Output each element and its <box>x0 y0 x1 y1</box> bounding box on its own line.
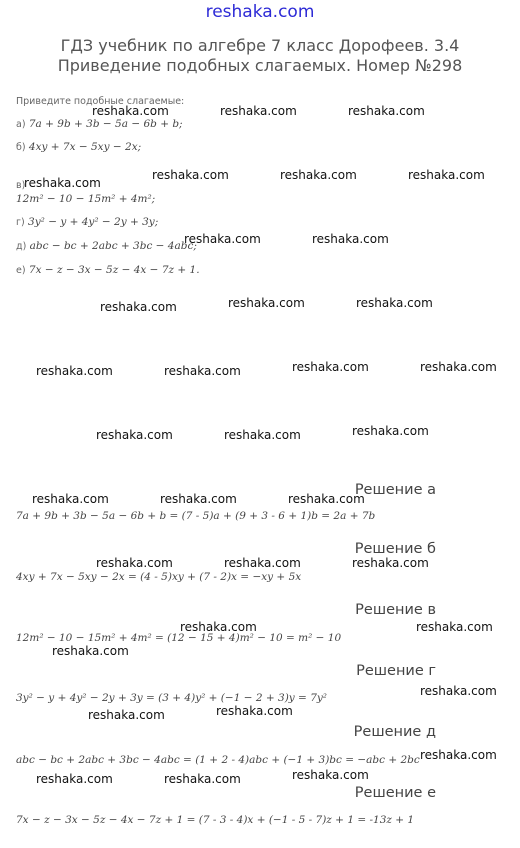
task-item-expr: 4xy + 7x − 5xy − 2x; <box>28 141 142 153</box>
solution-heading-d: Решение г <box>356 663 436 679</box>
watermark: reshaka.com <box>216 704 293 718</box>
watermark: reshaka.com <box>292 360 369 374</box>
solution-heading-b: Решение б <box>354 541 436 557</box>
solution-text-c <box>16 632 341 644</box>
watermark: reshaka.com <box>100 300 177 314</box>
task-item-label: г) <box>16 217 25 228</box>
solution-expr: abc − bc + 2abc + 3bc − 4abc = (1 + 2 - 4)abc + (−1 + 3)bc = −abc + 2bc <box>16 754 420 766</box>
solution-text-d <box>16 692 327 704</box>
task-item-expr: 7x − z − 3x − 5z − 4x − 7z + 1. <box>28 264 200 276</box>
task-item-expr: abc − bc + 2abc + 3bc − 4abc; <box>29 240 197 252</box>
watermark: reshaka.com <box>408 168 485 182</box>
watermark: reshaka.com <box>312 232 389 246</box>
page-title: ГДЗ учебник по алгебре 7 класс Дорофеев. 3.4 Приведение подобных слагаемых. Номер №298 <box>57 36 463 75</box>
watermark: reshaka.com <box>152 168 229 182</box>
task-item-label: б) <box>16 142 26 153</box>
watermark: reshaka.com <box>164 364 241 378</box>
watermark: reshaka.com <box>96 428 173 442</box>
watermark: reshaka.com <box>96 556 173 570</box>
task-item-f <box>16 264 200 276</box>
task-item-label: в) <box>16 180 26 191</box>
watermark: reshaka.com <box>88 708 165 722</box>
watermark: reshaka.com <box>420 684 497 698</box>
watermark: reshaka.com <box>420 360 497 374</box>
task-item-expr: 12m² − 10 − 15m² + 4m²; <box>16 193 156 205</box>
watermark: reshaka.com <box>356 296 433 310</box>
watermark: reshaka.com <box>36 772 113 786</box>
solution-heading-a: Решение а <box>354 482 436 498</box>
watermark: reshaka.com <box>292 768 369 782</box>
task-item-label: а) <box>16 119 26 130</box>
watermark: reshaka.com <box>228 296 305 310</box>
watermark: reshaka.com <box>348 104 425 118</box>
solution-text-f <box>16 814 414 826</box>
watermark: reshaka.com <box>420 748 497 762</box>
site-link[interactable]: reshaka.com <box>205 2 315 22</box>
watermark: reshaka.com <box>416 620 493 634</box>
watermark: reshaka.com <box>280 168 357 182</box>
solution-expr: 12m² − 10 − 15m² + 4m² = (12 − 15 + 4)m² − 10 = m² − 10 <box>16 632 342 644</box>
solution-expr: 7a + 9b + 3b − 5a − 6b + b = (7 - 5)a + (9 + 3 - 6 + 1)b = 2a + 7b <box>16 510 376 522</box>
watermark: reshaka.com <box>224 556 301 570</box>
solution-heading-c: Решение в <box>355 602 436 618</box>
task-item-e <box>16 240 197 252</box>
watermark: reshaka.com <box>160 492 237 506</box>
task-item-expr: 3y² − y + 4y² − 2y + 3y; <box>28 216 159 228</box>
solution-text-a <box>16 510 375 522</box>
watermark: reshaka.com <box>288 492 365 506</box>
task-intro: Приведите подобные слагаемые: <box>16 96 185 107</box>
watermark: reshaka.com <box>184 232 261 246</box>
task-item-label: е) <box>16 265 26 276</box>
watermark: reshaka.com <box>180 620 257 634</box>
task-item-d <box>16 216 158 228</box>
watermark: reshaka.com <box>24 176 101 190</box>
solution-text-e <box>16 754 420 766</box>
watermark: reshaka.com <box>352 556 429 570</box>
solution-expr: 7x − z − 3x − 5z − 4x − 7z + 1 = (7 - 3 - 4)x + (−1 - 5 - 7)z + 1 = -13z + 1 <box>16 814 415 826</box>
watermark: reshaka.com <box>164 772 241 786</box>
solution-expr: 3y² − y + 4y² − 2y + 3y = (3 + 4)y² + (−1 − 2 + 3)y = 7y² <box>16 692 328 704</box>
watermark: reshaka.com <box>52 644 129 658</box>
task-item-b <box>16 141 141 153</box>
solution-heading-f: Решение е <box>354 785 436 801</box>
solution-heading-e: Решение д <box>353 724 436 740</box>
solution-expr: 4xy + 7x − 5xy − 2x = (4 - 5)xy + (7 - 2)x = −xy + 5x <box>16 571 302 583</box>
watermark: reshaka.com <box>36 364 113 378</box>
task-item-label: д) <box>16 241 27 252</box>
watermark: reshaka.com <box>92 104 169 118</box>
task-item-a <box>16 118 183 130</box>
solution-text-b <box>16 571 301 583</box>
watermark: reshaka.com <box>220 104 297 118</box>
watermark: reshaka.com <box>352 424 429 438</box>
task-item-expr: 7a + 9b + 3b − 5a − 6b + b; <box>28 118 183 130</box>
watermark: reshaka.com <box>224 428 301 442</box>
watermark: reshaka.com <box>32 492 109 506</box>
